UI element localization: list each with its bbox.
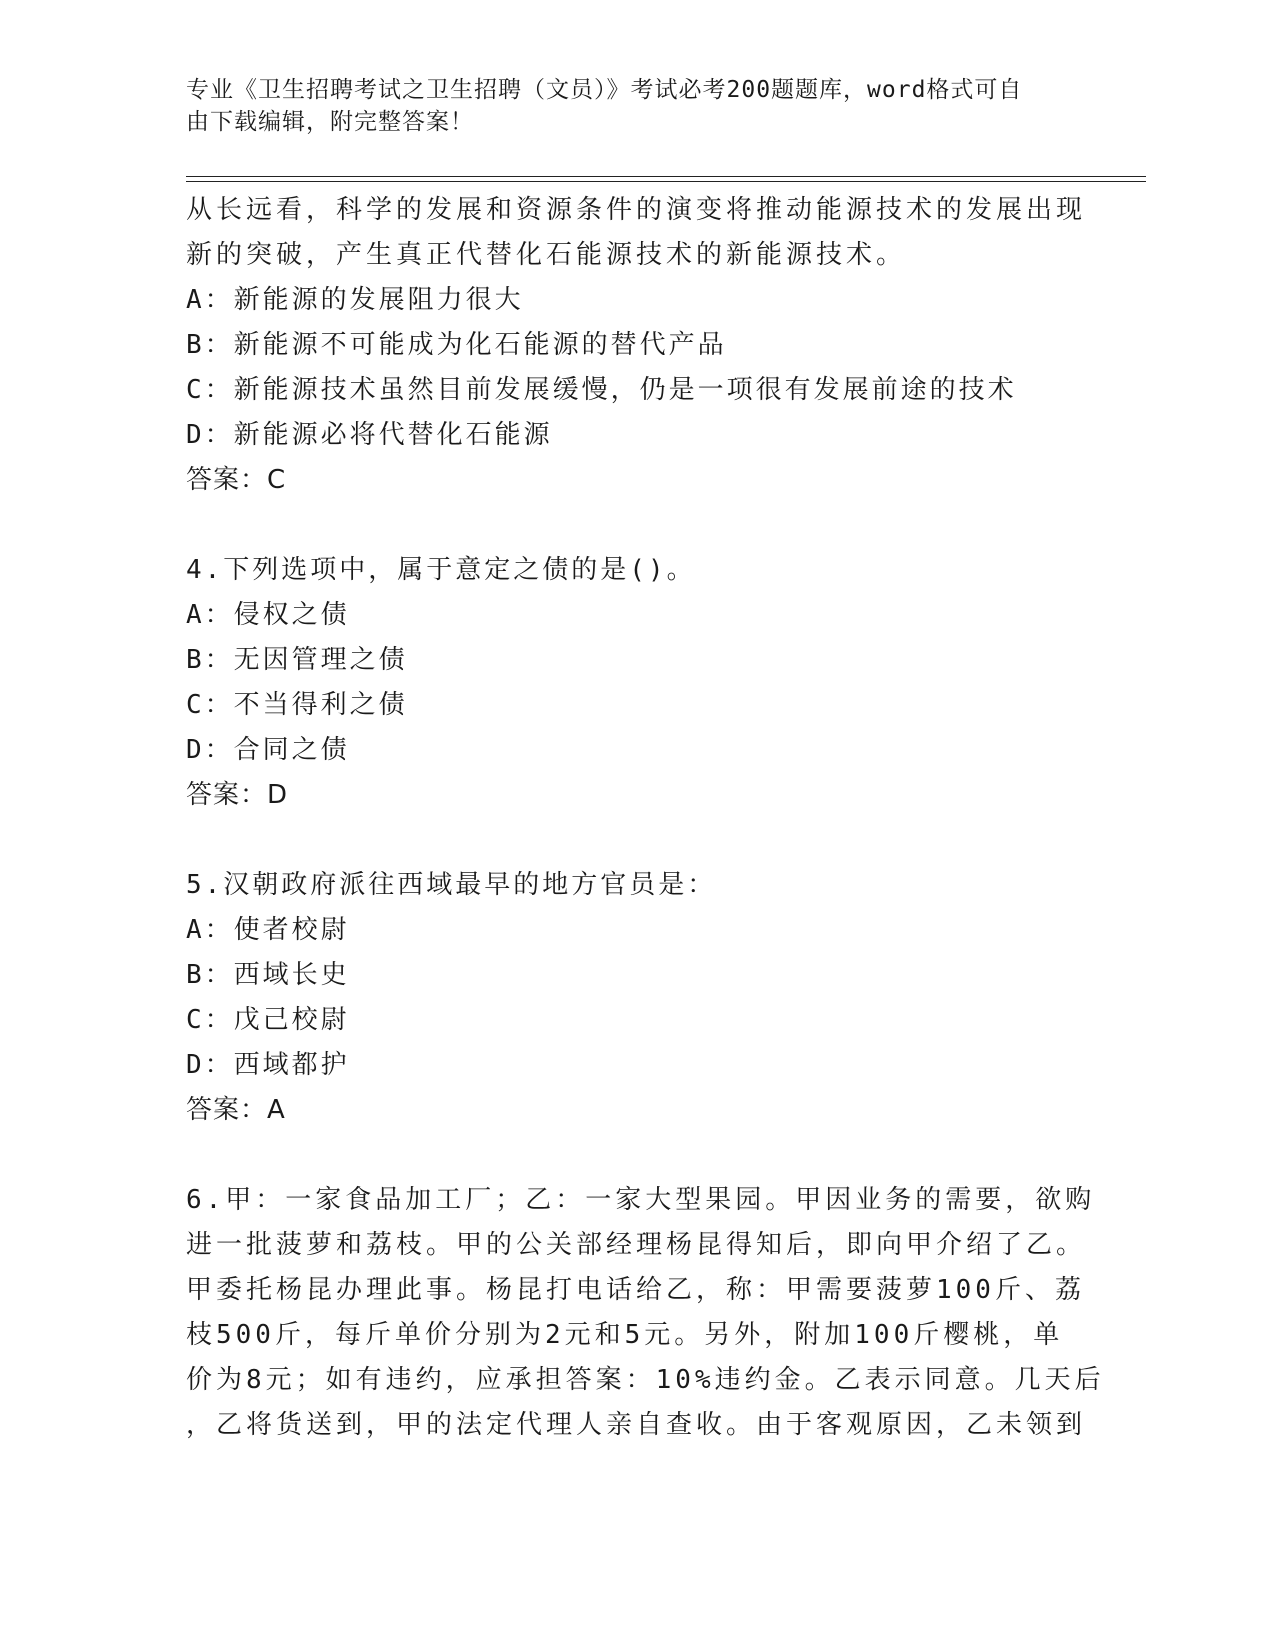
- question-stem: 5.汉朝政府派往西域最早的地方官员是：: [186, 870, 717, 900]
- spacer: [186, 818, 1066, 863]
- option-b: B：新能源不可能成为化石能源的替代产品: [186, 330, 727, 360]
- stem-line: 进一批菠萝和荔枝。甲的公关部经理杨昆得知后，即向甲介绍了乙。: [186, 1230, 1087, 1260]
- option-b: B：西域长史: [186, 960, 350, 990]
- option-a: A：使者校尉: [186, 915, 350, 945]
- stem-line: 枝500斤，每斤单价分别为2元和5元。另外，附加100斤樱桃，单: [186, 1320, 1064, 1350]
- question-3: [186, 188, 1087, 503]
- question-stem: 4.下列选项中，属于意定之债的是()。: [186, 555, 696, 585]
- header-divider-top: [186, 176, 1146, 177]
- header-line-2: 由下载编辑，附完整答案！: [186, 109, 474, 135]
- option-d: D：合同之债: [186, 735, 350, 765]
- stem-line: ，乙将货送到，甲的法定代理人亲自查收。由于客观原因，乙未领到: [186, 1410, 1087, 1440]
- option-b: B：无因管理之债: [186, 645, 408, 675]
- document-header: [186, 74, 1066, 138]
- question-stem: [186, 188, 1087, 278]
- option-d: D：西域都护: [186, 1050, 350, 1080]
- option-c: C：新能源技术虽然目前发展缓慢，仍是一项很有发展前途的技术: [186, 375, 1017, 405]
- stem-line: 新的突破，产生真正代替化石能源技术的新能源技术。: [186, 240, 907, 270]
- question-4: [186, 548, 1066, 818]
- answer: 答案：C: [186, 465, 287, 495]
- option-c: C：不当得利之债: [186, 690, 408, 720]
- header-line-1: 专业《卫生招聘考试之卫生招聘（文员）》考试必考200题题库，word格式可自: [186, 77, 1023, 103]
- document-body: [186, 188, 1105, 1448]
- answer: 答案：D: [186, 780, 289, 810]
- spacer: [186, 503, 1066, 548]
- stem-line: 价为8元；如有违约，应承担答案：10%违约金。乙表示同意。几天后: [186, 1365, 1105, 1395]
- option-c: C：戊己校尉: [186, 1005, 350, 1035]
- option-a: A：新能源的发展阻力很大: [186, 285, 524, 315]
- stem-line: 6.甲：一家食品加工厂；乙：一家大型果园。甲因业务的需要，欲购: [186, 1185, 1096, 1215]
- question-5: [186, 863, 1066, 1133]
- spacer: [186, 1133, 1066, 1178]
- answer: 答案：A: [186, 1095, 286, 1125]
- option-d: D：新能源必将代替化石能源: [186, 420, 553, 450]
- stem-line: 从长远看，科学的发展和资源条件的演变将推动能源技术的发展出现: [186, 195, 1087, 225]
- header-divider-bottom: [186, 181, 1146, 182]
- question-stem: [186, 1178, 1105, 1448]
- option-a: A：侵权之债: [186, 600, 350, 630]
- stem-line: 甲委托杨昆办理此事。杨昆打电话给乙，称：甲需要菠萝100斤、荔: [186, 1275, 1085, 1305]
- question-6: [186, 1178, 1105, 1448]
